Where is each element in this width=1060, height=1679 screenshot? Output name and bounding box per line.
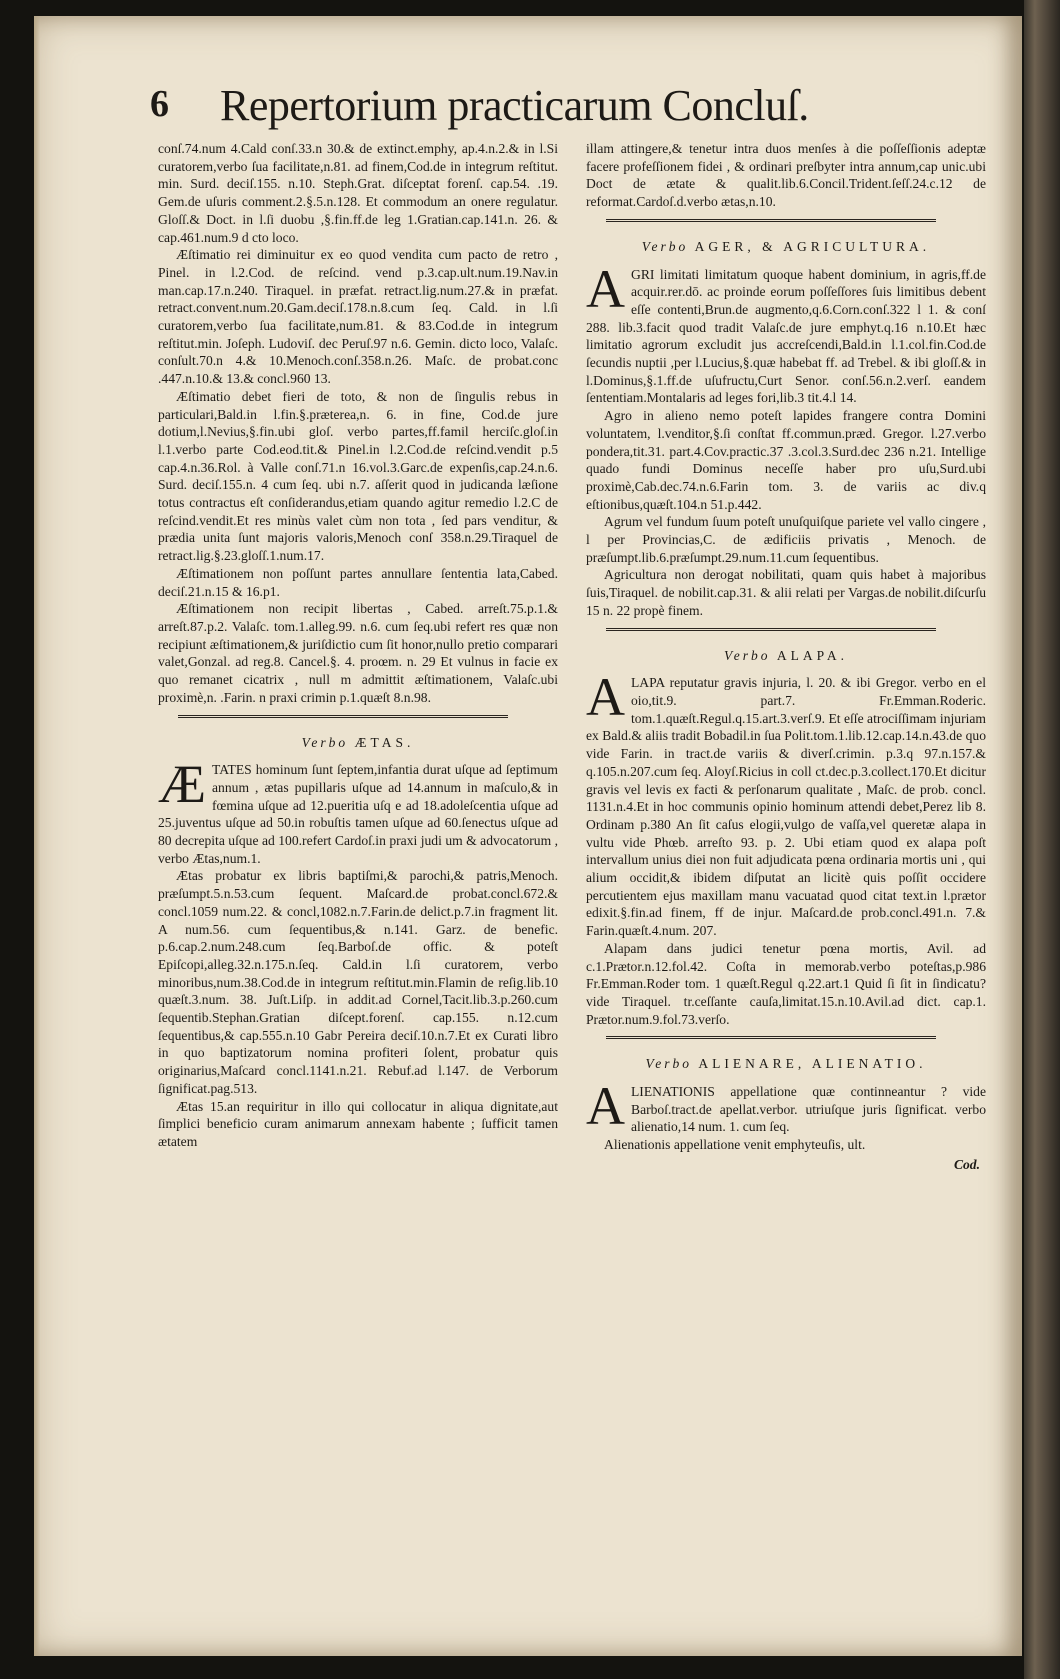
section-divider [606, 1036, 936, 1039]
section-heading-alienare [586, 1055, 986, 1073]
heading-word: ALIENARE, ALIENATIO. [698, 1056, 927, 1072]
heading-verbo: Verbo [723, 647, 771, 663]
page-header [150, 80, 940, 140]
right-column [586, 140, 986, 1640]
paragraph: Agrum vel fundum ſuum poteſt unuſquiſque pariete vel vallo cingere , l per Provincias,C. de ædificiis privatis , Menoch. de præſumpt.lib.6.præſumpt.29.num.11.cum ſequentibus. [586, 514, 986, 565]
section-opening [586, 667, 986, 940]
paragraph: Alienationis appellatione venit emphyteuſis, ult. [604, 1137, 866, 1153]
heading-word: ÆTAS. [354, 734, 415, 750]
paragraph: Æſtimationem non poſſunt partes annullare ſententia lata,Cabed. deciſ.21.n.15 & 16.p1. [158, 565, 558, 599]
paragraph: Æſtimatio debet fieri de toto, & non de ſingulis rebus in particulari,Bald.in l.fin.§.præterea,n. 6. in fine, Cod.de jure dotium,l.Nevius,§.fin.ubi gloſ. verbo partes,ff.famil herciſc.gloſ.in l.1.verbo parte Cod.eod.tit.& Pinel.in l.2.Cod.de reſcind.vendit p.5 cap.4.n.36.Rol. à Valle conſ.71.n 16.vol.3.Garc.de expenſis,cap.24.n.6. Surd. deciſ.155.n. 4 cum ſeq. ubi n.7. aſſerit quod in judicanda læſione totus contractus eſt conſiderandus,etiam quando agitur remedio l.2.C de reſcind.vendit.Et res minùs valet cùm non tota , ſed pars venditur, & prædia unita ſunt majoris valoris,Menoch conſ 358.n.29.Tiraquel de retract.lig.§.23.gloſſ.1.num.17. [158, 388, 558, 564]
opening-text: TATES hominum ſunt ſeptem,infantia durat uſque ad ſeptimum annum , ætas pupillaris uſque ad 14.annum in maſculo,& in fœmina uſque ad 12.pueritia uſq e ad 18.adoleſcentia uſque ad 25.juventus uſque ad 50.in robuſtis tamen uſque ad 60.ſenectus uſque ad 80 decrepita uſque ad 100.refert Cardoſ.in praxi judi um & advocatorum , verbo Ætas,num.1. [158, 762, 558, 866]
section-heading-aetas [158, 734, 558, 752]
section-opening [586, 258, 986, 408]
page-number: 6 [150, 83, 169, 125]
running-title: Repertorium practicarum Concluſ. [220, 81, 809, 130]
heading-verbo: Verbo [301, 734, 349, 750]
page-gutter-shadow [34, 16, 40, 1656]
paragraph: Æſtimationem non recipit libertas , Cabed. arreſt.75.p.1.& arreſt.87.p.2. Valaſc. tom.1.alleg.99. n.6. cum ſeq.ubi refert res quæ non recipiunt æſtimationem,& juriſdictio cum ſit honor,nullo pretio comparari valet,Gonzal. ad reg.8. Cancel.§. 4. proœm. n. 29 Et vulnus in facie ex quo remanet cicatrix , null m admittit æſtimationem, Valaſc.ubi proximè,n. .Farin. n praxi crimin p.1.quæſt 8.n.98. [158, 601, 558, 705]
drop-cap: Æ [158, 754, 207, 815]
section-divider [606, 628, 936, 631]
paragraph: illam attingere,& tenetur intra duos menſes à die poſſeſſionis adeptæ facere profeſſionem fidei , & ordinari preſbyter intra annum,cap unic.ubi Doct de ætate & qualit.lib.6.Concil.Trident.ſeſſ.24.c.12 de reformat.Cardoſ.d.verbo ætas,n.10. [586, 141, 986, 210]
paragraph: Agricultura non derogat nobilitati, quam quis habet à majoribus ſuis,Tiraquel. de nobilit.cap.31. & alii relati per Vargas.de nobilit.diſcurſu 15 n. 22 propè finem. [586, 567, 986, 618]
opening-text: LIENATIONIS appellatione quæ continneantur ? vide Barboſ.tract.de apellat.verbor. utriuſque juris ſignificat. verbo alienatio,14 num. 1. cum ſeq. [631, 1084, 986, 1135]
section-heading-alapa [586, 647, 986, 665]
section-opening [158, 754, 558, 867]
heading-verbo: Verbo [645, 1056, 692, 1072]
opening-text: LAPA reputatur gravis injuria, l. 20. & ibi Gregor. verbo en el oio,tit.9. part.7. Fr.Emman.Roderic. tom.1.quæſt.Regul.q.15.art.3.verſ.9. Et eſſe atrociſſimam injuriam ex Bald.& aliis tradit Bobadil.in ſua Polit.tom.1.lib.12.cap.14.n.43.de quo vide Farin. in tract.de variis & diverſ.crimin. p.3.q 97.n.157.& q.105.n.207.cum ſeq. Aloyſ.Ricius in coll ct.dec.p.3.collect.170.Et dicitur gravis vel levis ex facti & perſonarum qualitate , Maſc. de prob. concl. 1131.n.4.Et in hoc communis opinio hominum attendi debet,Perez lib 8. Ordinam p.380 An ſit caſus elogii,vulgo de vaſſa,vel queretæ alapa in vultu vide Phœb. arreſto 93. p. 2. Ubi etiam quod ex alapa poſt intervallum unius diei non fuit adjudicata pœna ordinaria mortis uni , qui alium occidit,& ibidem diſputat an licitè quis poſſit occidere percutientem ejus maxillam manu vacuatad quod citat text.in l.prætor edixit.§.fin.ad finem, ff de injur. Maſcard.de prob.concl.491.n. 7.& Farin.quæſt.4.num. 207. [586, 675, 986, 939]
paragraph: Agro in alieno nemo poteſt lapides frangere contra Domini voluntatem, l.venditor,§.ſi conſtat ff.commun.præd. Gregor. l.27.verbo pondera,tit.31. part.4.Cov.practic.37 .3.col.3.Surd.dec 236 n.21. Intellige quado fundi Dominus neceſſe haber pro uſu,Surd.ubi proximè,Cab.dec.74.n.6.Farin tom. 3. de variis ac div.q eſtionibus,quæſt.104.n 51.p.442. [586, 408, 986, 512]
drop-cap: A [586, 258, 625, 319]
paragraph: conſ.74.num 4.Cald conſ.33.n 30.& de extinct.emphy, ap.4.n.2.& in l.Si curatorem,verbo ſua facilitate,n.81. ad finem,Cod.de in integrum reſtitut. min. Surd. deciſ.155. n.10. Steph.Grat. diſceptat forenſ. cap.54. .19. Gem.de uſuris comment.2.§.5.n.128. Et commodum an onere regulatur. Gloſſ.& Doct. in l.ſi duobu ,§.fin.ff.de leg 1.Gratian.cap.141.n. 26. & cap.461.num.9 d cto loco. [158, 141, 558, 245]
heading-word: AGER, & AGRICULTURA. [694, 238, 931, 254]
section-divider [606, 219, 936, 222]
section-opening [586, 1076, 986, 1137]
left-column [158, 140, 558, 1640]
paragraph: Æſtimatio rei diminuitur ex eo quod vendita cum pacto de retro , Pinel. in l.2.Cod. de reſcind. vend p.3.cap.ult.num.19.Nav.in man.cap.17.n.240. Tiraquel. in præfat. retract.lig.num.27.& in præfat. retract.convent.num.20.Gam.deciſ.178.n.8.cum ſeq. Cald. in l.ſi curatorem,verbo ſua facilitate,num.81. & 83.Cod.de in integrum reſtitut.min. Joſeph. Ludoviſ. dec Peruſ.97 n.6. Gemin. dicto loco, Valaſc. conſult.70.n 4.& 10.Menoch.conſ.358.n.26. Maſc. de probat.conc .447.n.10.& 13.& concl.960 13. [158, 247, 558, 387]
paragraph: Alapam dans judici tenetur pœna mortis, Avil. ad c.1.Prætor.n.12.fol.42. Coſta in memorab.verbo poteſtas,p.986 Fr.Emman.Roder tom. 1 quæſt.Regul q.22.art.1 Quid ſi ſit in ſindicatu?vide Tiraquel. tr.ceſſante cauſa,limitat.15.n.10.Avil.ad dict. cap.1. Prætor.num.9.fol.73.verſo. [586, 940, 986, 1027]
heading-word: ALAPA. [776, 647, 848, 663]
drop-cap: A [586, 1076, 625, 1137]
paragraph: Ætas probatur ex libris baptiſmi,& parochi,& patris,Menoch. præſumpt.5.n.53.cum ſequent. Maſcard.de probat.concl.672.& concl.1059 num.22. & concl,1082.n.7.Farin.de delict.p.7.in fragment lit. A num.56. cum ſequentibus,& n.141. Garz. de benefic. p.6.cap.2.num.248.cum ſeq.Barboſ.de offic. & poteſt Epiſcopi,alleg.32.n.175.n.ſeq. Cald.in l.ſi curatorem, verbo minoribus,num.38.Cod.de in integrum reſtitut.min.Flamin de reſig.lib.10 quæſt.3.num. 38. Juſt.Liſp. in addit.ad Cornel,Tacit.lib.3.p.260.cum ſequentib.Stephan.Gratian diſcept.forenſ. cap.155. n.12.cum ſequentibus,& cap.555.n.10 Gabr Pereira deciſ.10.n.7.Et ex Curati libro in quo baptizatorum nomina profiteri ſolent, probatur quis originarius,Maſcard concl.1141.n.21. Rebuf.ad l.147. de Verborum ſignificat.pag.513. [158, 868, 558, 1096]
drop-cap: A [586, 667, 625, 728]
catchword: Cod. [953, 1156, 980, 1172]
facing-page-edge [1024, 0, 1060, 1679]
heading-verbo: Verbo [641, 238, 689, 254]
paragraph: Ætas 15.an requiritur in illo qui collocatur in aliqua dignitate,aut ſimplici beneficio curam animarum annexam habente ; ſufficit tamen ætatem [158, 1098, 558, 1149]
section-heading-ager [586, 238, 986, 256]
section-divider [178, 715, 508, 718]
opening-text: GRI limitati limitatum quoque habent dominium, in agris,ff.de acquir.rer.dō. ac proinde eorum poſſeſſores ſuis limitibus debent eſſe contenti,Brun.de augmento,q.6.Corn.conſ.322 l 1. & conſ 288. lib.3.facit quod tradit Valaſc.de jure emphyt.q.16 n.10.Et hæc limitatio agrorum excludit jus accreſcendi,Bald.in l.1.col.fin.Cod.de ſecundis nuptii ,per l.Lucius,§.quæ habebat ff. ad Trebel. & ibi gloſſ.& in l.Dominus,§.1.ff.de uſufructu,Curt Senor. conſ.56.n.2.verſ. eandem ſententiam.Montalaris ad leges fori,lib.3 tit.4.l 14. [586, 266, 986, 406]
